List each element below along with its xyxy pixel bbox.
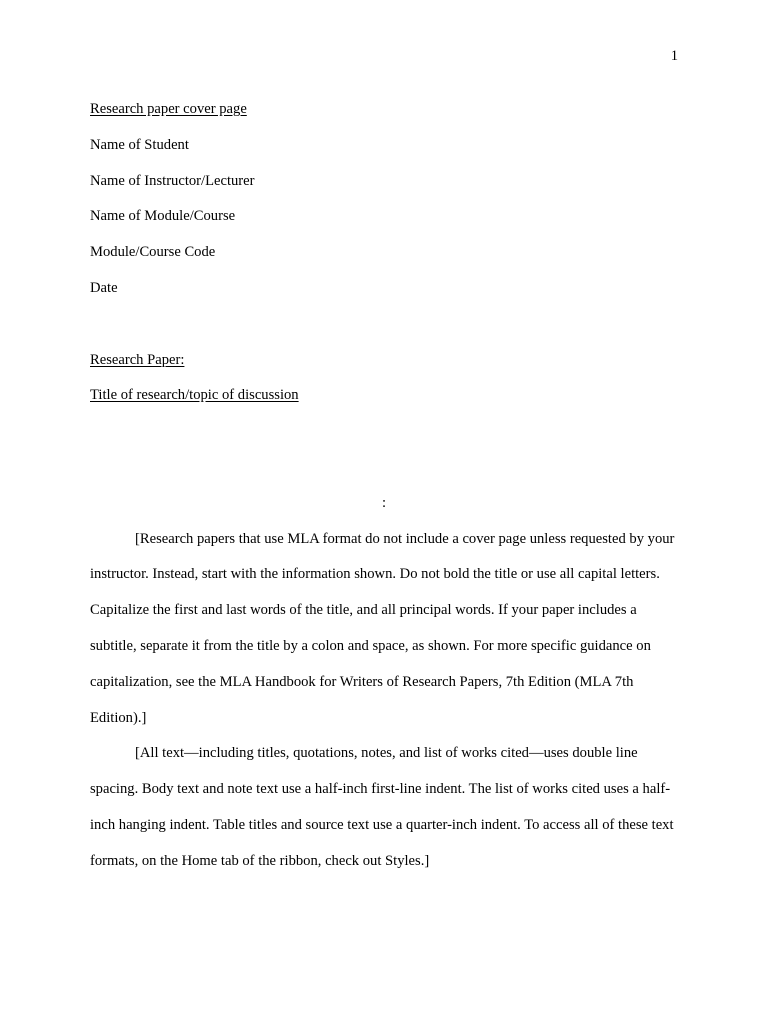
date-line: Date	[90, 279, 118, 296]
cover-page-heading: Research paper cover page	[90, 101, 247, 117]
research-paper-label: Research Paper:	[90, 351, 185, 368]
spacer	[90, 307, 678, 343]
body-paragraph-1: [Research papers that use MLA format do not include a cover page unless requested by your instructor. Instead, start with the information shown. Do not bold the title or use all capital letters. Capitalize the first and last words of the title, and all principal words. If your paper includes a subtitle, separate it from the title by a colon and space, as shown. For more specific guidance on capitalization, see the MLA Handbook for Writers of Research Papers, 7th Edition (MLA 7th Edition).]	[90, 530, 675, 726]
student-name: Name of Student	[90, 136, 189, 153]
spacer	[90, 414, 678, 486]
module-name: Name of Module/Course	[90, 208, 236, 225]
module-code: Module/Course Code	[90, 244, 216, 261]
body-paragraph-2: [All text—including titles, quotations, notes, and list of works cited—uses double line spacing. Body text and note text use a half-inch first-line indent. The list of works cited uses a half-inch hanging indent. Table titles and source text use a quarter-inch indent. To access all of these text formats, on the Home tab of the ribbon, check out Styles.]	[90, 745, 674, 869]
page-number: 1	[670, 48, 678, 64]
title-colon-line: :	[381, 494, 387, 511]
instructor-name: Name of Instructor/Lecturer	[90, 172, 255, 189]
document-content	[90, 92, 678, 880]
research-title: Title of research/topic of discussion	[90, 387, 299, 404]
